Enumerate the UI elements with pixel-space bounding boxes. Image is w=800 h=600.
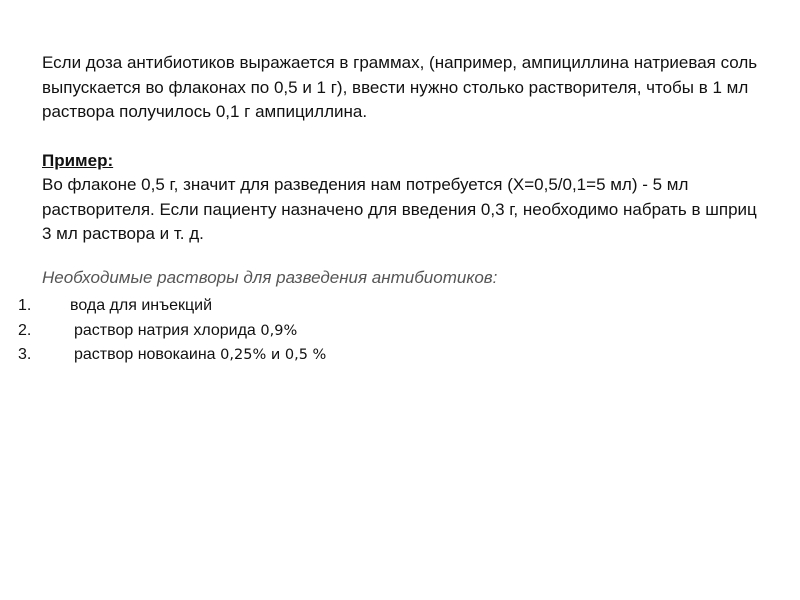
list-item-number: 3. [18,346,32,363]
list-item-number: 2. [18,322,32,339]
list-item-suffix: 0,9% [255,323,298,339]
list-item-text: вода для инъекций [70,297,213,314]
solutions-heading: Необходимые растворы для разведения антибиотиков: [42,268,498,287]
list-item-text: раствор новокаина [74,346,216,363]
list-item-text: раствор натрия хлорида [74,322,256,339]
paragraph-dosage-rule: Если доза антибиотиков выражается в граммах, (например, ампициллина натриевая соль выпускается во флаконах по 0,5 и 1 г), ввести нужно столько растворителя, чтобы в 1 мл раствора получилось 0,1 г ампициллина. [42,53,758,121]
paragraph-example: Во флаконе 0,5 г, значит для разведения нам потребуется (Х=0,5/0,1=5 мл) - 5 мл растворителя. Если пациенту назначено для введения 0,3 г, необходимо набрать в шприц 3 мл раствора и т. д. [42,175,757,243]
list-item [18,344,326,366]
list-item [18,295,212,317]
list-item-suffix: 0,25% и 0,5 % [215,347,327,363]
example-heading: Пример: [42,151,114,170]
list-item [18,320,297,342]
list-item-number: 1. [18,297,32,314]
